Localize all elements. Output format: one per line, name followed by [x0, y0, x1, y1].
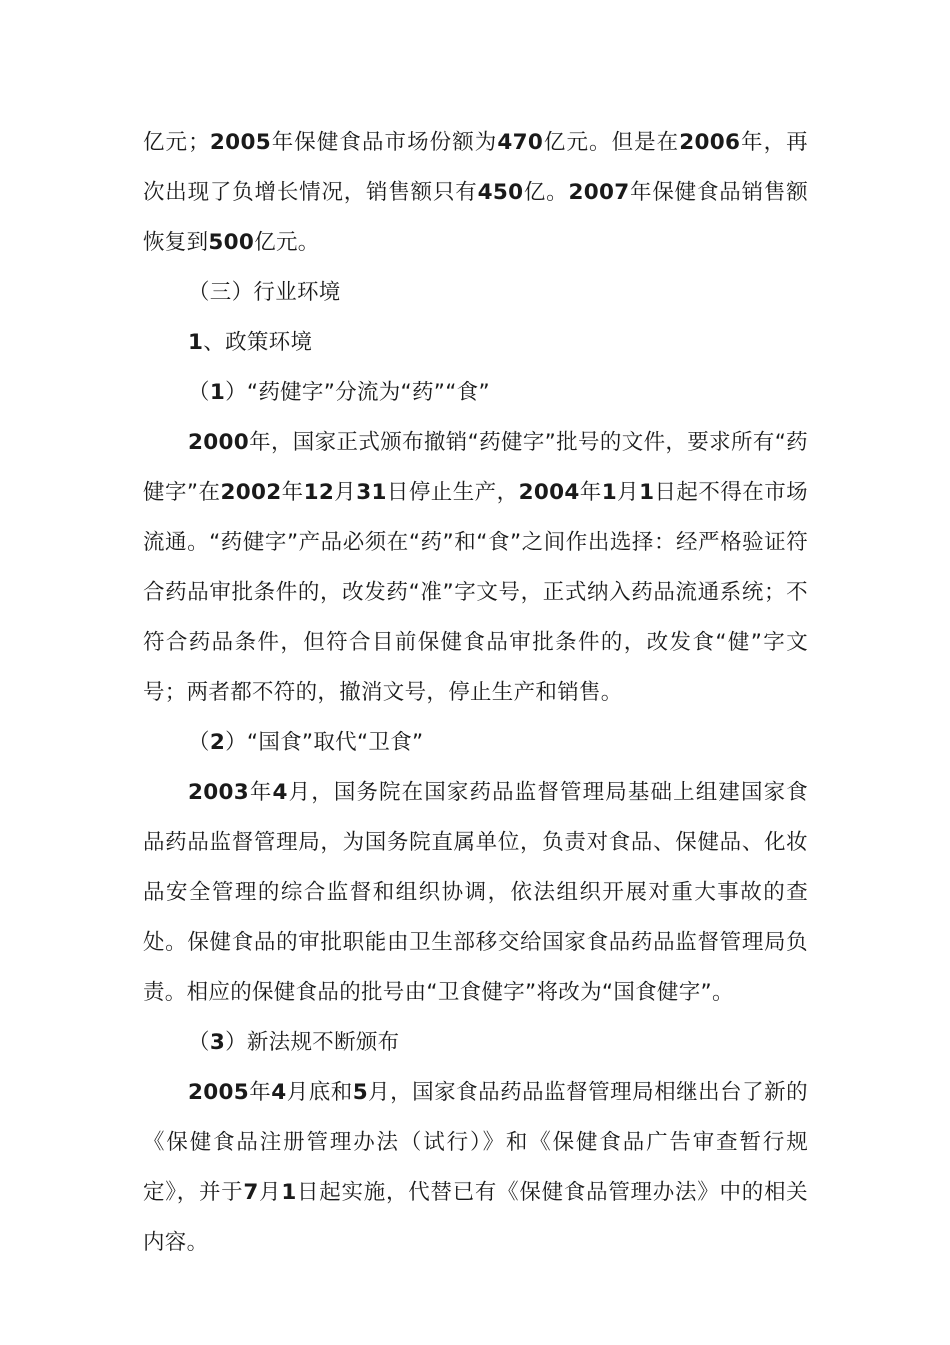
number-text: 12 [303, 480, 335, 505]
paragraph-new-regulations: 2005年4月底和5月，国家食品药品监督管理局相继出台了新的《保健食品注册管理办法（试行）》和《保健食品广告审查暂行规定》，并于7月1日起实施，代替已有《保健食品管理办法》中的相关内容。 [143, 1080, 808, 1255]
number-text: 2000 [188, 430, 250, 455]
paragraph-drug-health-split: 2000年，国家正式颁布撤销“药健字”批号的文件，要求所有“药健字”在2002年12月31日停止生产，2004年1月1日起不得在市场流通。“药健字”产品必须在“药”和“食”之间作出选择：经严格验证符合药品审批条件的，改发药“准”字文号，正式纳入药品流通系统；不符合药品条件，但符合目前保健食品审批条件的，改发食“健”字文号；两者都不符的，撤消文号，停止生产和销售。 [143, 430, 808, 705]
number-text: 2005 [209, 130, 271, 155]
number-text: 1 [639, 480, 655, 505]
paragraph-market-share: 亿元；2005年保健食品市场份额为470亿元。但是在2006年，再次出现了负增长情况，销售额只有450亿。2007年保健食品销售额恢复到500亿元。 [143, 130, 808, 255]
number-text: 5 [352, 1080, 368, 1105]
number-text: 470 [497, 130, 544, 155]
number-text: 2 [209, 730, 226, 755]
number-text: 2007 [568, 180, 630, 205]
number-text: 1 [281, 1180, 297, 1205]
number-text: 3 [209, 1030, 226, 1055]
item-heading-guoshi-replaces-weishi: （2）“国食”取代“卫食” [188, 730, 424, 755]
item-heading-new-regulations: （3）新法规不断颁布 [188, 1030, 400, 1055]
number-text: 2003 [188, 780, 250, 805]
number-text: 4 [271, 1080, 287, 1105]
document-body [143, 118, 808, 1268]
section-heading-industry-environment: （三）行业环境 [188, 280, 341, 305]
number-text: 1 [188, 330, 204, 355]
number-text: 31 [356, 480, 387, 505]
item-heading-drug-health-split: （1）“药健字”分流为“药”“食” [188, 380, 490, 405]
number-text: 1 [209, 380, 226, 405]
number-text: 7 [243, 1180, 259, 1205]
number-text: 4 [272, 780, 288, 805]
number-text: 2004 [518, 480, 580, 505]
subsection-heading-policy-environment: 1、政策环境 [188, 330, 313, 355]
number-text: 450 [477, 180, 524, 205]
number-text: 500 [208, 230, 255, 255]
paragraph-sfda-establishment: 2003年4月，国务院在国家药品监督管理局基础上组建国家食品药品监督管理局，为国务院直属单位，负责对食品、保健品、化妆品安全管理的综合监督和组织协调，依法组织开展对重大事故的查处。保健食品的审批职能由卫生部移交给国家食品药品监督管理局负责。相应的保健食品的批号由“卫食健字”将改为“国食健字”。 [143, 780, 808, 1005]
number-text: 2006 [679, 130, 741, 155]
number-text: 2005 [188, 1080, 250, 1105]
number-text: 1 [601, 480, 617, 505]
number-text: 2002 [220, 480, 282, 505]
